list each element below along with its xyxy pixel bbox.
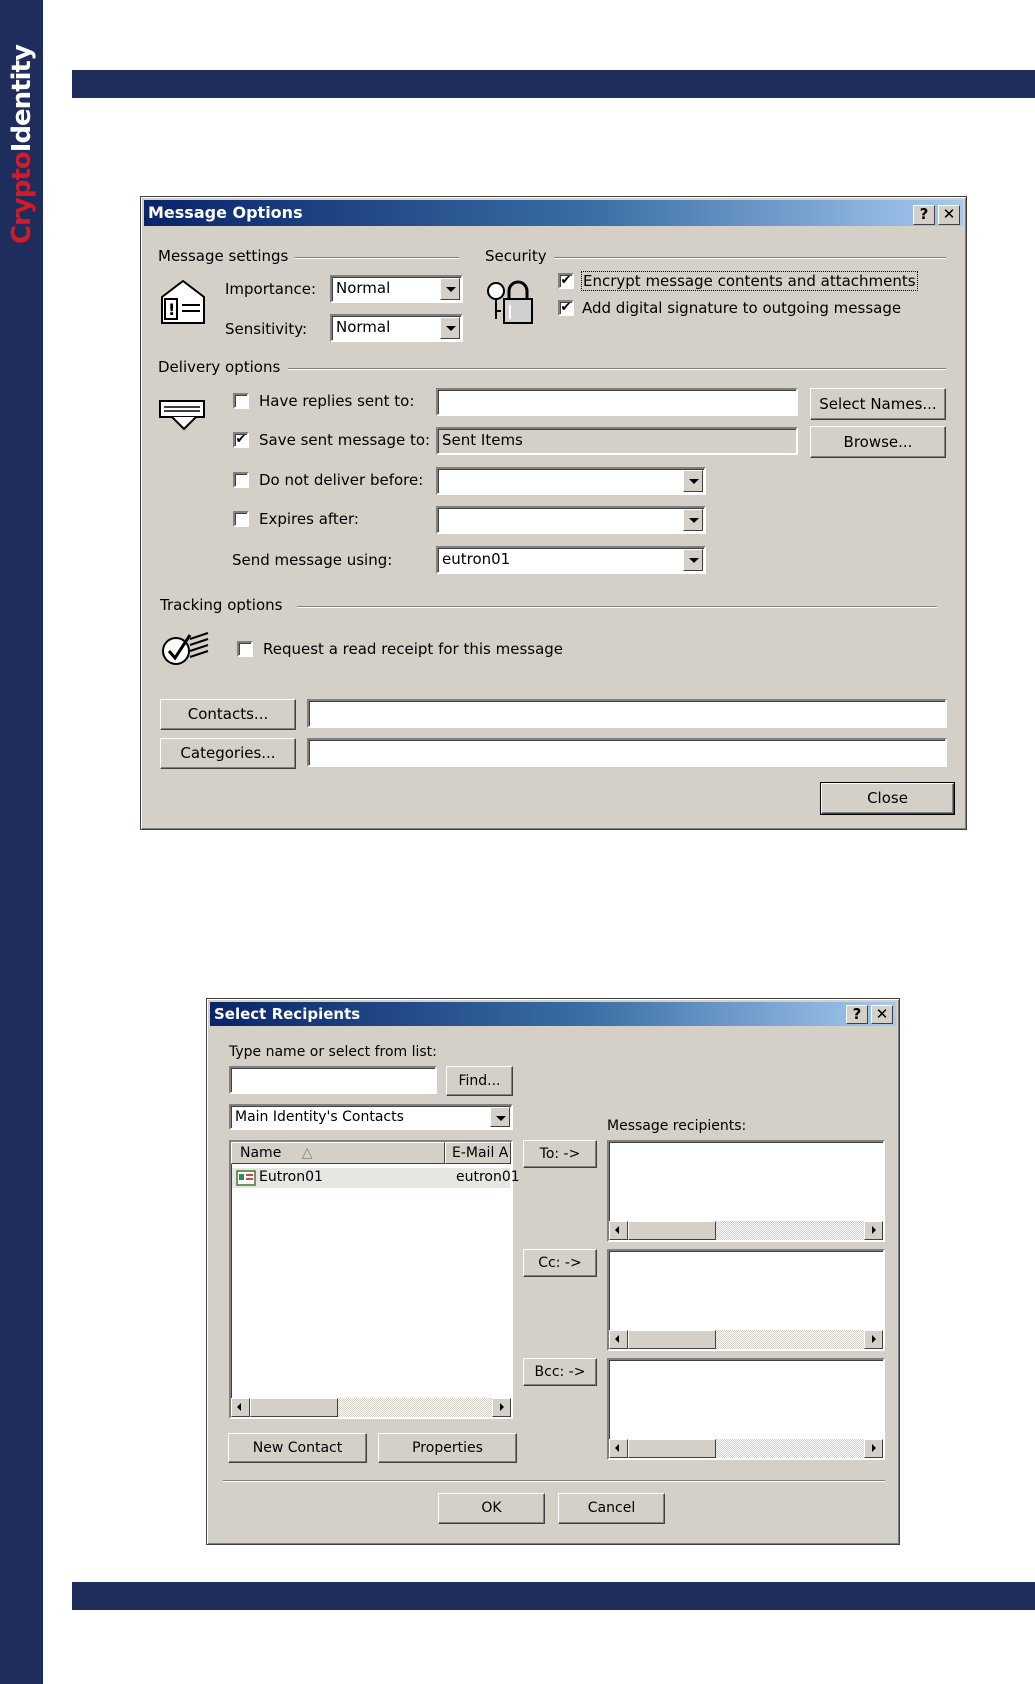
message-flag-icon	[158, 277, 208, 327]
security-divider	[554, 257, 946, 259]
save-sent-checkbox[interactable]: ✔	[233, 432, 249, 448]
signature-checkbox[interactable]: ✔	[558, 300, 574, 316]
scroll-left-icon[interactable]	[609, 1330, 628, 1349]
bcc-list-scrollbar[interactable]	[609, 1439, 883, 1458]
dialog-title: Message Options	[148, 203, 303, 222]
header-band	[72, 70, 1035, 98]
contact-card-icon	[236, 1170, 256, 1186]
left-brand-bar	[0, 0, 43, 1684]
expires-checkbox[interactable]	[233, 511, 249, 527]
to-list-scrollbar[interactable]	[609, 1221, 883, 1240]
svg-text:!: !	[168, 300, 176, 319]
categories-button[interactable]: Categories...	[160, 738, 296, 769]
contact-name: Eutron01	[259, 1169, 323, 1185]
email-column-label: E-Mail A	[452, 1145, 509, 1161]
brand-logo	[0, 0, 43, 250]
cc-recipients-list[interactable]	[607, 1249, 885, 1351]
to-recipients-list[interactable]	[607, 1140, 885, 1242]
to-button[interactable]: To: ->	[523, 1140, 597, 1168]
chevron-down-icon[interactable]	[490, 1107, 510, 1127]
ok-button[interactable]: OK	[438, 1493, 545, 1524]
close-icon[interactable]: ✕	[871, 1005, 893, 1024]
bcc-recipients-list[interactable]	[607, 1358, 885, 1460]
cancel-button[interactable]: Cancel	[558, 1493, 665, 1524]
message-options-dialog	[140, 196, 967, 830]
dialog-title: Select Recipients	[214, 1005, 361, 1023]
send-using-label: Send message using:	[232, 551, 393, 569]
not-before-checkbox[interactable]	[233, 472, 249, 488]
send-using-value: eutron01	[442, 550, 511, 568]
footer-divider	[223, 1480, 885, 1482]
scroll-thumb[interactable]	[250, 1398, 338, 1417]
tracking-divider	[297, 606, 937, 608]
message-settings-divider	[295, 257, 459, 259]
chevron-down-icon[interactable]	[440, 278, 460, 300]
sort-ascending-icon: △	[301, 1145, 313, 1161]
tracking-heading: Tracking options	[160, 596, 283, 614]
name-column-label: Name	[240, 1145, 282, 1161]
read-receipt-icon	[160, 629, 212, 669]
find-button[interactable]: Find...	[446, 1066, 513, 1096]
message-settings-heading: Message settings	[158, 247, 289, 265]
select-names-button[interactable]: Select Names...	[810, 388, 946, 420]
contacts-list[interactable]	[229, 1140, 520, 1419]
scroll-thumb[interactable]	[628, 1221, 716, 1240]
scroll-thumb[interactable]	[628, 1330, 716, 1349]
type-name-label: Type name or select from list:	[229, 1044, 437, 1060]
scroll-left-icon[interactable]	[609, 1439, 628, 1458]
new-contact-button[interactable]: New Contact	[228, 1433, 367, 1463]
not-before-select[interactable]	[436, 467, 706, 495]
message-recipients-label: Message recipients:	[607, 1118, 747, 1134]
help-button[interactable]: ?	[913, 205, 935, 225]
categories-input[interactable]	[307, 738, 947, 767]
encrypt-checkbox[interactable]: ✔	[558, 273, 574, 289]
cc-button[interactable]: Cc: ->	[523, 1249, 597, 1277]
brand-text-crypto: Crypto	[6, 152, 37, 244]
sensitivity-label: Sensitivity:	[225, 320, 308, 338]
brand-text-identity: Identity	[6, 45, 37, 153]
chevron-down-icon[interactable]	[440, 317, 460, 339]
expires-label[interactable]: Expires after:	[259, 510, 359, 528]
importance-value: Normal	[336, 279, 391, 297]
contacts-list-scrollbar[interactable]	[231, 1398, 511, 1417]
delivery-divider	[288, 368, 946, 370]
chevron-down-icon[interactable]	[683, 470, 703, 492]
scroll-left-icon[interactable]	[609, 1221, 628, 1240]
close-button[interactable]: Close	[821, 783, 954, 814]
delivery-heading: Delivery options	[158, 358, 281, 376]
browse-button[interactable]: Browse...	[810, 426, 946, 458]
scroll-right-icon[interactable]	[492, 1398, 511, 1417]
message-options-titlebar	[144, 200, 963, 226]
replies-input[interactable]	[436, 388, 798, 416]
search-input[interactable]	[229, 1066, 437, 1094]
cc-list-scrollbar[interactable]	[609, 1330, 883, 1349]
sensitivity-select[interactable]	[330, 314, 463, 342]
expires-select[interactable]	[436, 506, 706, 534]
chevron-down-icon[interactable]	[683, 549, 703, 571]
bcc-button[interactable]: Bcc: ->	[523, 1358, 597, 1386]
send-using-select[interactable]	[436, 546, 706, 574]
scroll-right-icon[interactable]	[864, 1221, 883, 1240]
replies-checkbox[interactable]	[233, 393, 249, 409]
security-heading: Security	[485, 247, 547, 265]
not-before-label[interactable]: Do not deliver before:	[259, 471, 424, 489]
address-book-select[interactable]	[229, 1104, 513, 1130]
read-receipt-label[interactable]: Request a read receipt for this message	[263, 640, 564, 658]
list-item[interactable]	[232, 1168, 520, 1188]
scroll-right-icon[interactable]	[864, 1330, 883, 1349]
replies-label[interactable]: Have replies sent to:	[259, 392, 415, 410]
save-sent-input[interactable]: Sent Items	[436, 427, 798, 455]
select-recipients-dialog	[206, 998, 900, 1545]
lock-key-icon	[485, 277, 535, 327]
encrypt-label[interactable]: Encrypt message contents and attachments	[583, 272, 916, 290]
importance-label: Importance:	[225, 280, 317, 298]
signature-label[interactable]: Add digital signature to outgoing message	[582, 299, 902, 317]
scroll-thumb[interactable]	[628, 1439, 716, 1458]
address-book-value: Main Identity's Contacts	[235, 1109, 404, 1125]
properties-button[interactable]: Properties	[378, 1433, 517, 1463]
delivery-envelope-icon	[158, 397, 208, 431]
name-column-header[interactable]	[231, 1142, 445, 1164]
contacts-input[interactable]	[307, 699, 947, 728]
footer-band	[72, 1582, 1035, 1610]
importance-select[interactable]	[330, 275, 463, 303]
chevron-down-icon[interactable]	[683, 509, 703, 531]
scroll-left-icon[interactable]	[231, 1398, 250, 1417]
close-icon[interactable]: ✕	[938, 205, 960, 225]
scroll-right-icon[interactable]	[864, 1439, 883, 1458]
help-button[interactable]: ?	[846, 1005, 868, 1024]
contact-email: eutron01	[456, 1169, 520, 1185]
contacts-button[interactable]: Contacts...	[160, 699, 296, 730]
email-column-header[interactable]	[445, 1142, 511, 1164]
read-receipt-checkbox[interactable]	[237, 641, 253, 657]
save-sent-label[interactable]: Save sent message to:	[259, 431, 431, 449]
sensitivity-value: Normal	[336, 318, 391, 336]
select-recipients-titlebar	[210, 1002, 896, 1026]
